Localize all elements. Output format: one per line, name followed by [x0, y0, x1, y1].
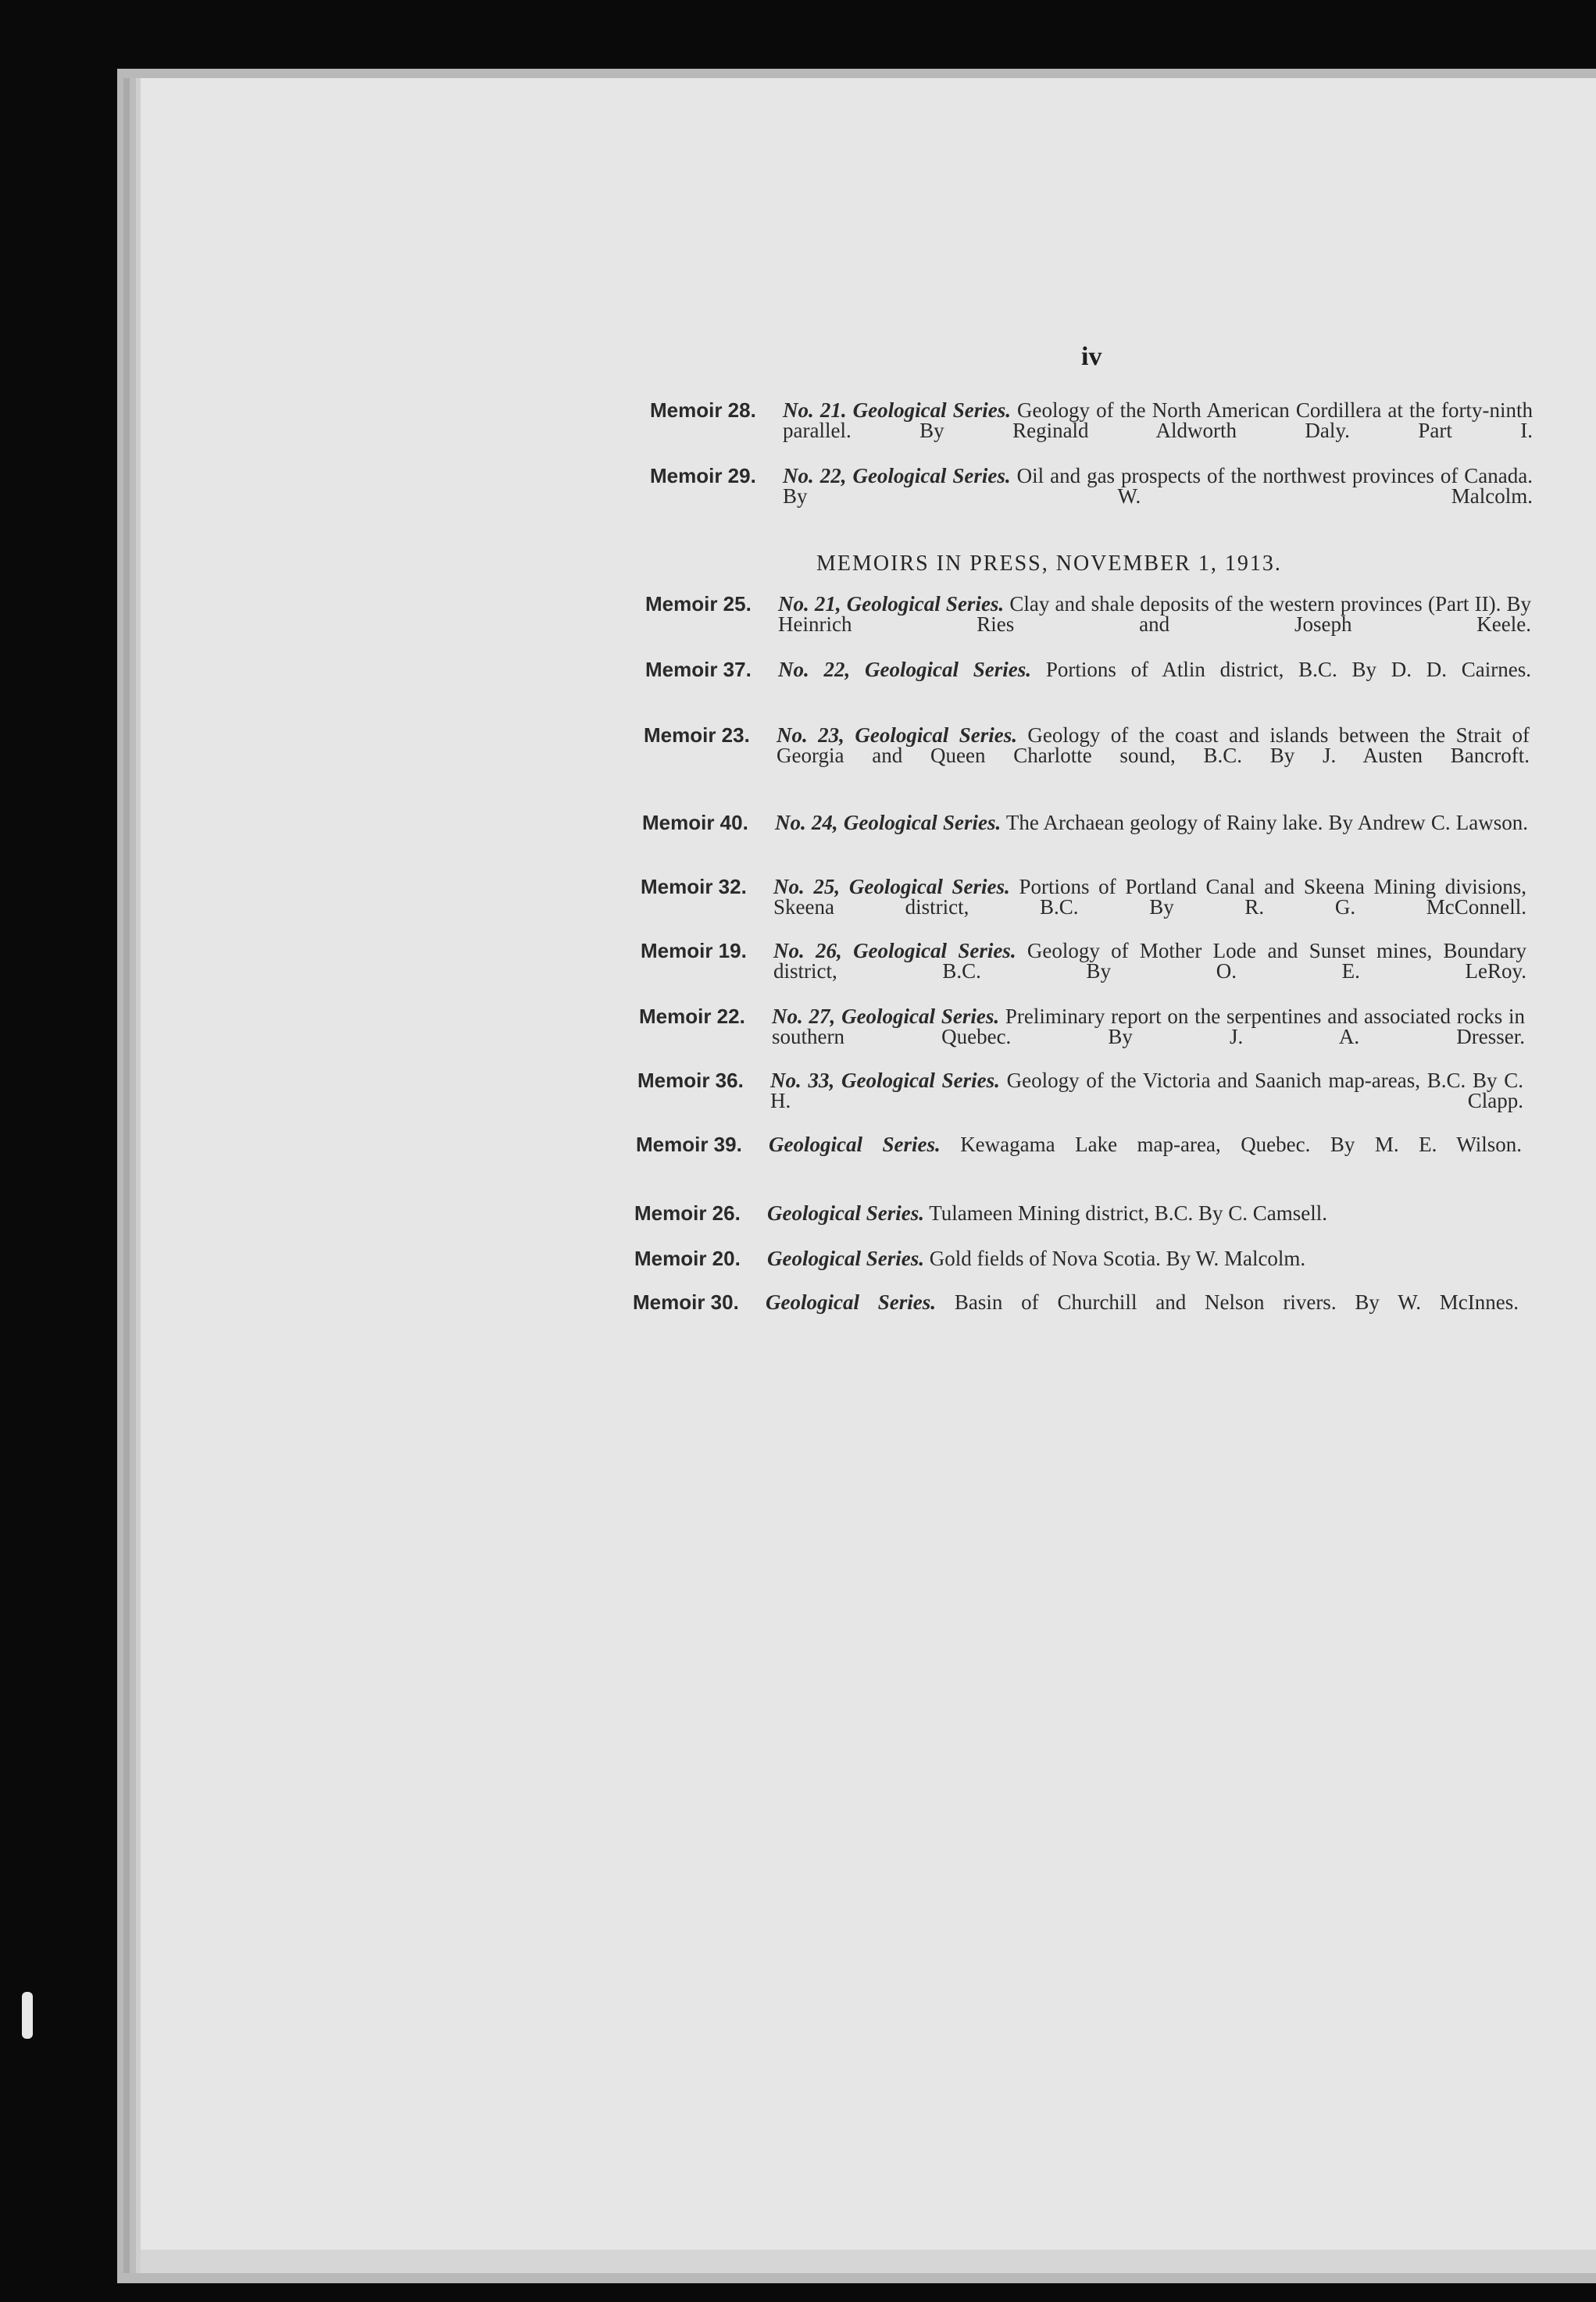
series-label: Geological Series.: [769, 1133, 941, 1156]
series-label: No. 26, Geological Series.: [773, 939, 1016, 962]
memoir-title: Geology of the North American Cordillera at the forty-ninth parallel. By Reginald Aldworth Daly. Part I.: [783, 398, 1533, 442]
memoir-number: Memoir 37.: [645, 658, 752, 681]
series-label: Geological Series.: [767, 1247, 924, 1270]
memoir-number: Memoir 28.: [650, 398, 756, 422]
memoir-number: Memoir 25.: [645, 592, 752, 616]
memoir-title: The Archaean geology of Rainy lake. By Andrew C. Lawson.: [1005, 811, 1528, 834]
memoir-number: Memoir 22.: [639, 1005, 745, 1028]
memoir-title: Geology of the Victoria and Saanich map-areas, B.C. By C. H. Clapp.: [770, 1069, 1523, 1112]
series-label: No. 22, Geological Series.: [778, 658, 1032, 681]
series-label: Geological Series.: [767, 1201, 924, 1225]
page-number: iv: [1081, 342, 1102, 371]
series-label: No. 27, Geological Series.: [772, 1005, 1000, 1028]
series-label: No. 21. Geological Series.: [783, 398, 1011, 422]
memoir-number: Memoir 26.: [634, 1201, 741, 1225]
binding-mark: [22, 1992, 33, 2039]
series-label: No. 21, Geological Series.: [778, 592, 1005, 616]
memoir-title: Clay and shale deposits of the western provinces (Part II). By Heinrich Ries and Joseph Keele.: [778, 592, 1531, 636]
memoir-entry: [650, 466, 1533, 512]
series-label: No. 23, Geological Series.: [777, 723, 1017, 747]
memoir-entry: [634, 1203, 1520, 1226]
series-label: No. 22, Geological Series.: [783, 464, 1011, 487]
memoir-title: Portions of Portland Canal and Skeena Mining divisions, Skeena district, B.C. By R. G. McConnell.: [773, 875, 1526, 919]
memoir-entry: [641, 940, 1526, 987]
memoir-entry: [644, 725, 1530, 792]
memoir-number: Memoir 39.: [636, 1133, 742, 1156]
memoir-title: Oil and gas prospects of the northwest provinces of Canada. By W. Malcolm.: [783, 464, 1533, 508]
memoir-title: Kewagama Lake map-area, Quebec. By M. E. Wilson.: [960, 1133, 1522, 1156]
memoir-number: Memoir 30.: [633, 1290, 739, 1314]
memoir-title: Preliminary report on the serpentines and associated rocks in southern Quebec. By J. A. Dresser.: [772, 1005, 1525, 1048]
memoir-entry: [641, 876, 1526, 923]
memoir-title: Basin of Churchill and Nelson rivers. By W. McInnes.: [954, 1290, 1519, 1314]
memoir-entry: [645, 594, 1531, 641]
section-heading: MEMOIRS IN PRESS, NOVEMBER 1, 1913.: [816, 551, 1282, 576]
memoir-title: Geology of Mother Lode and Sunset mines, Boundary district, B.C. By O. E. LeRoy.: [773, 939, 1527, 983]
memoir-number: Memoir 23.: [644, 723, 750, 747]
memoir-entry: [633, 1292, 1519, 1339]
memoir-entry: [639, 1006, 1525, 1053]
memoir-number: Memoir 19.: [641, 939, 747, 962]
series-label: No. 24, Geological Series.: [775, 811, 1002, 834]
memoir-title: Tulameen Mining district, B.C. By C. Camsell.: [929, 1201, 1328, 1225]
page-bottom-edge: [141, 2250, 1596, 2273]
memoir-entry: [642, 812, 1528, 859]
memoir-title: Geology of the coast and islands between the Strait of Georgia and Queen Charlotte sound, B.C. By J. Austen Bancroft.: [777, 723, 1530, 767]
memoir-number: Memoir 36.: [637, 1069, 744, 1092]
memoir-entry: [645, 659, 1531, 706]
memoir-entry: [637, 1070, 1523, 1117]
series-label: No. 33, Geological Series.: [770, 1069, 1000, 1092]
series-label: No. 25, Geological Series.: [773, 875, 1010, 898]
series-label: Geological Series.: [766, 1290, 937, 1314]
memoir-entry: [650, 400, 1533, 447]
memoir-title: Gold fields of Nova Scotia. By W. Malcolm.: [929, 1247, 1306, 1270]
memoir-entry: [636, 1134, 1522, 1181]
memoir-number: Memoir 20.: [634, 1247, 741, 1270]
memoir-number: Memoir 40.: [642, 811, 748, 834]
memoir-title: Portions of Atlin district, B.C. By D. D. Cairnes.: [1045, 658, 1532, 681]
memoir-entry: [634, 1248, 1520, 1272]
memoir-number: Memoir 32.: [641, 875, 747, 898]
memoir-number: Memoir 29.: [650, 464, 756, 487]
